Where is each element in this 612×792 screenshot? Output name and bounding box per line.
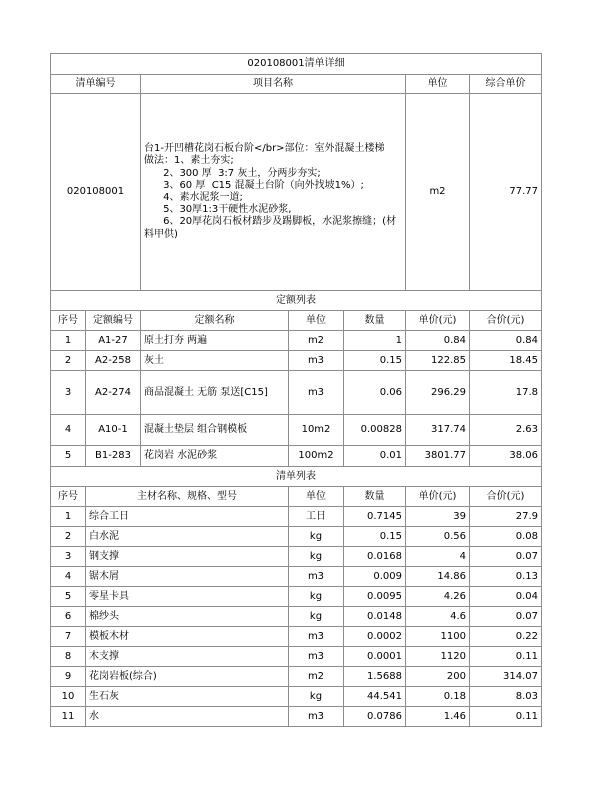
col-header: 合价(元)	[470, 487, 542, 507]
cell-total: 0.07	[470, 607, 542, 627]
cell-price: 200	[406, 667, 470, 687]
cell-name: 灰土	[141, 351, 289, 371]
col-header: 序号	[51, 487, 86, 507]
cell-name: 原土打夯 两遍	[141, 331, 289, 351]
cell-price: 4	[406, 547, 470, 567]
material-row	[51, 567, 542, 587]
quota-row	[51, 351, 542, 371]
cell-code: A2-274	[86, 371, 141, 415]
desc-line: 2、300 厚 3:7 灰土，分两步夯实;	[144, 167, 321, 179]
quota-row	[51, 415, 542, 446]
cell-qty: 0.06	[344, 371, 406, 415]
table-title: 020108001清单详细	[51, 54, 542, 75]
desc-line: 台1-开凹槽花岗石板台阶</br>部位：室外混凝土楼梯	[144, 143, 385, 155]
name-header: 项目名称	[141, 75, 406, 94]
material-section-title-row	[51, 467, 542, 487]
cell-index: 4	[51, 415, 86, 446]
cell-qty: 0.01	[344, 446, 406, 467]
col-header: 数量	[344, 311, 406, 331]
cell-material-name: 综合工日	[86, 507, 289, 527]
cell-unit: m3	[289, 627, 344, 647]
cell-name: 商品混凝土 无筋 泵送[C15]	[141, 371, 289, 415]
quota-section-title-row	[51, 291, 542, 311]
cell-total: 0.22	[470, 627, 542, 647]
cell-qty: 0.15	[344, 527, 406, 547]
cell-unit: kg	[289, 527, 344, 547]
cell-qty: 0.0148	[344, 607, 406, 627]
cell-qty: 0.0001	[344, 647, 406, 667]
cell-total: 0.08	[470, 527, 542, 547]
cell-code: B1-283	[86, 446, 141, 467]
cell-price: 1120	[406, 647, 470, 667]
cell-qty: 0.0095	[344, 587, 406, 607]
cell-price: 122.85	[406, 351, 470, 371]
cell-index: 3	[51, 547, 86, 567]
cell-qty: 44.541	[344, 687, 406, 707]
cell-price: 1100	[406, 627, 470, 647]
cell-total: 17.8	[470, 371, 542, 415]
quota-row	[51, 371, 542, 415]
cell-unit: m3	[289, 351, 344, 371]
col-header: 合价(元)	[470, 311, 542, 331]
cell-unit: m2	[289, 331, 344, 351]
col-header: 单位	[289, 311, 344, 331]
cell-index: 7	[51, 627, 86, 647]
cell-qty: 1	[344, 331, 406, 351]
desc-line: 4、素水泥浆一道;	[144, 192, 243, 203]
col-header: 单价(元)	[406, 487, 470, 507]
cell-material-name: 棉纱头	[86, 607, 289, 627]
cell-total: 0.11	[470, 647, 542, 667]
material-section-title: 清单列表	[51, 467, 542, 487]
desc-line: 6、20厚花岗石板材踏步及踢脚板，水泥浆擦缝；(材料甲供)	[144, 216, 397, 240]
cell-qty: 0.00828	[344, 415, 406, 446]
material-row	[51, 687, 542, 707]
quota-header-row	[51, 311, 542, 331]
cell-qty: 0.0002	[344, 627, 406, 647]
cell-total: 0.04	[470, 587, 542, 607]
cell-unit: 工日	[289, 507, 344, 527]
desc-line: 做法：1、素土夯实;	[144, 155, 234, 167]
cell-unit: m3	[289, 707, 344, 727]
col-header: 定额编号	[86, 311, 141, 331]
material-row	[51, 647, 542, 667]
bill-detail-table	[50, 53, 542, 727]
cell-price: 1.46	[406, 707, 470, 727]
cell-material-name: 花岗岩板(综合)	[86, 667, 289, 687]
material-row	[51, 527, 542, 547]
material-row	[51, 587, 542, 607]
cell-total: 0.13	[470, 567, 542, 587]
cell-material-name: 锯木屑	[86, 567, 289, 587]
cell-index: 2	[51, 351, 86, 371]
col-header: 单价(元)	[406, 311, 470, 331]
cell-qty: 1.5688	[344, 667, 406, 687]
cell-unit: kg	[289, 587, 344, 607]
cell-material-name: 模板木材	[86, 627, 289, 647]
material-row	[51, 707, 542, 727]
item-code: 020108001	[51, 94, 141, 291]
header-row	[51, 75, 542, 94]
material-row	[51, 547, 542, 567]
cell-price: 0.84	[406, 331, 470, 351]
cell-qty: 0.15	[344, 351, 406, 371]
cell-qty: 0.0168	[344, 547, 406, 567]
cell-index: 3	[51, 371, 86, 415]
cell-index: 2	[51, 527, 86, 547]
cell-unit: m3	[289, 567, 344, 587]
cell-code: A1-27	[86, 331, 141, 351]
cell-price: 39	[406, 507, 470, 527]
cell-price: 0.56	[406, 527, 470, 547]
cell-material-name: 木支撑	[86, 647, 289, 667]
cell-index: 5	[51, 446, 86, 467]
cell-price: 3801.77	[406, 446, 470, 467]
item-unit: m2	[406, 94, 470, 291]
material-row	[51, 627, 542, 647]
cell-material-name: 钢支撑	[86, 547, 289, 567]
quota-row	[51, 446, 542, 467]
cell-unit: kg	[289, 547, 344, 567]
cell-total: 38.06	[470, 446, 542, 467]
desc-line: 5、30厚1:3干硬性水泥砂浆,	[144, 204, 292, 216]
desc-line: 3、60 厚 C15 混凝土台阶（向外找坡1%）;	[144, 179, 364, 191]
material-header-row	[51, 487, 542, 507]
col-header: 单位	[289, 487, 344, 507]
cell-qty: 0.0786	[344, 707, 406, 727]
cell-price: 4.6	[406, 607, 470, 627]
cell-index: 4	[51, 567, 86, 587]
cell-price: 0.18	[406, 687, 470, 707]
cell-unit: 10m2	[289, 415, 344, 446]
item-description	[141, 94, 406, 291]
cell-unit: kg	[289, 687, 344, 707]
cell-total: 8.03	[470, 687, 542, 707]
cell-qty: 0.7145	[344, 507, 406, 527]
cell-price: 4.26	[406, 587, 470, 607]
cell-total: 0.11	[470, 707, 542, 727]
cell-index: 9	[51, 667, 86, 687]
cell-material-name: 生石灰	[86, 687, 289, 707]
cell-total: 2.63	[470, 415, 542, 446]
cell-total: 0.84	[470, 331, 542, 351]
cell-index: 8	[51, 647, 86, 667]
material-row	[51, 507, 542, 527]
material-row	[51, 607, 542, 627]
cell-unit: m3	[289, 647, 344, 667]
item-price: 77.77	[470, 94, 542, 291]
cell-index: 10	[51, 687, 86, 707]
quota-row	[51, 331, 542, 351]
cell-index: 1	[51, 507, 86, 527]
cell-unit: kg	[289, 607, 344, 627]
cell-total: 27.9	[470, 507, 542, 527]
title-row	[51, 54, 542, 75]
cell-material-name: 白水泥	[86, 527, 289, 547]
cell-unit: m3	[289, 371, 344, 415]
cell-index: 6	[51, 607, 86, 627]
cell-index: 11	[51, 707, 86, 727]
cell-code: A10-1	[86, 415, 141, 446]
quota-section-title: 定额列表	[51, 291, 542, 311]
item-row	[51, 94, 542, 291]
col-header: 定额名称	[141, 311, 289, 331]
cell-material-name: 水	[86, 707, 289, 727]
cell-unit: 100m2	[289, 446, 344, 467]
cell-name: 混凝土垫层 组合钢模板	[141, 415, 289, 446]
cell-total: 314.07	[470, 667, 542, 687]
col-header: 数量	[344, 487, 406, 507]
cell-price: 296.29	[406, 371, 470, 415]
cell-price: 14.86	[406, 567, 470, 587]
col-header: 主材名称、规格、型号	[86, 487, 289, 507]
cell-total: 0.07	[470, 547, 542, 567]
cell-index: 1	[51, 331, 86, 351]
cell-total: 18.45	[470, 351, 542, 371]
cell-code: A2-258	[86, 351, 141, 371]
cell-index: 5	[51, 587, 86, 607]
cell-price: 317.74	[406, 415, 470, 446]
cell-unit: m2	[289, 667, 344, 687]
unit-header: 单位	[406, 75, 470, 94]
material-row	[51, 667, 542, 687]
code-header: 清单编号	[51, 75, 141, 94]
col-header: 序号	[51, 311, 86, 331]
cell-name: 花岗岩 水泥砂浆	[141, 446, 289, 467]
cell-qty: 0.009	[344, 567, 406, 587]
price-header: 综合单价	[470, 75, 542, 94]
cell-material-name: 零星卡具	[86, 587, 289, 607]
